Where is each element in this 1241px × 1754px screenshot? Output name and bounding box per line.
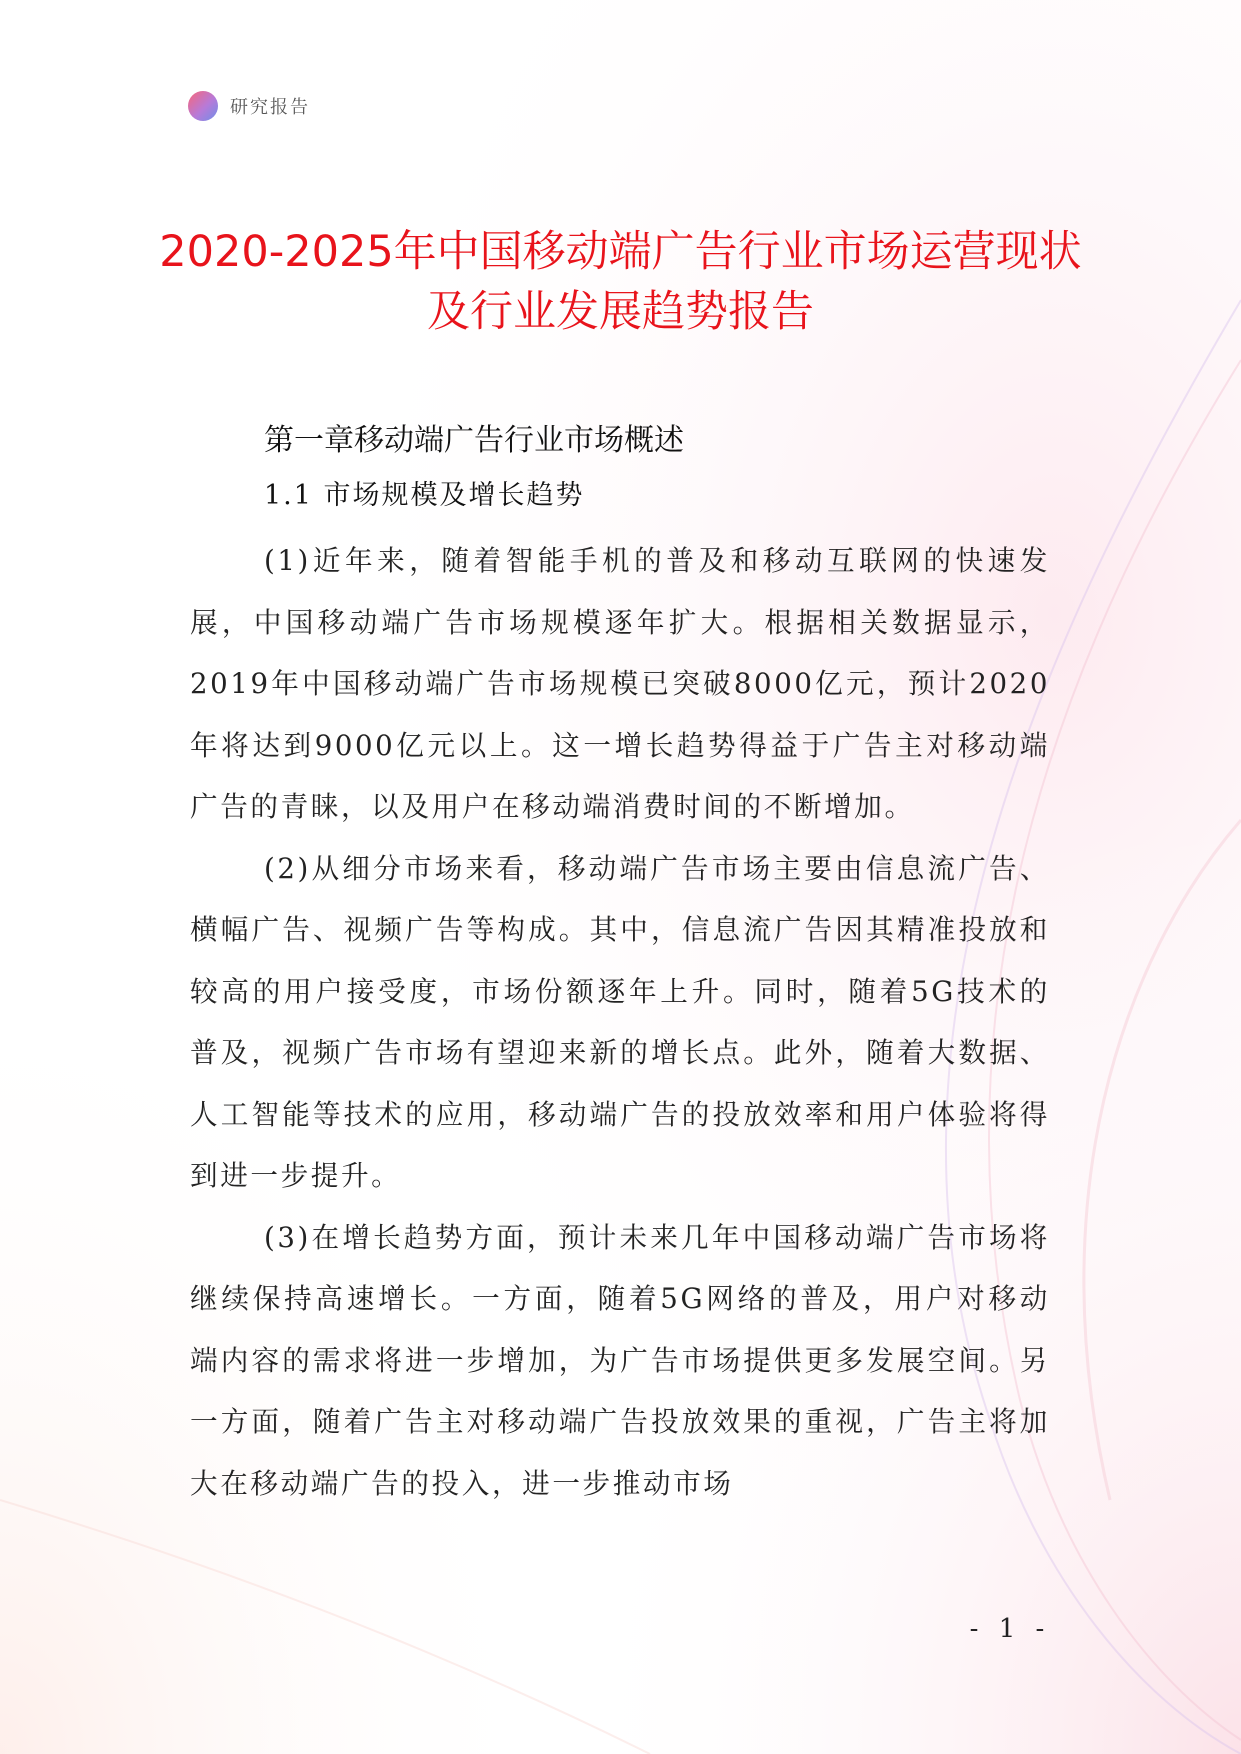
paragraph: (1)近年来，随着智能手机的普及和移动互联网的快速发展，中国移动端广告市场规模逐年扩大。根据相关数据显示，2019年中国移动端广告市场规模已突破8000亿元，预计2020年将达到9000亿元以上。这一增长趋势得益于广告主对移动端广告的青睐，以及用户在移动端消费时间的不断增加。 (190, 544, 1050, 823)
page-number: - 1 - (969, 1614, 1051, 1644)
logo-icon (188, 91, 218, 121)
header-label: 研究报告 (230, 97, 310, 118)
paragraph: (3)在增长趋势方面，预计未来几年中国移动端广告市场将继续保持高速增长。一方面，随着5G网络的普及，用户对移动端内容的需求将进一步增加，为广告市场提供更多发展空间。另一方面，随着广告主对移动端广告投放效果的重视，广告主将加大在移动端广告的投入，进一步推动市场 (190, 1220, 1050, 1500)
report-title: 2020-2025年中国移动端广告行业市场运营现状及行业发展趋势报告 (159, 227, 1082, 337)
report-header (188, 90, 310, 122)
document-body (190, 416, 1050, 1514)
section-heading: 1.1 市场规模及增长趋势 (264, 480, 585, 511)
paragraph: (2)从细分市场来看，移动端广告市场主要由信息流广告、横幅广告、视频广告等构成。其中，信息流广告因其精准投放和较高的用户接受度，市场份额逐年上升。同时，随着5G技术的普及，视频广告市场有望迎来新的增长点。此外，随着大数据、人工智能等技术的应用，移动端广告的投放效率和用户体验将得到进一步提升。 (190, 851, 1050, 1192)
chapter-heading: 第一章移动端广告行业市场概述 (264, 423, 684, 458)
